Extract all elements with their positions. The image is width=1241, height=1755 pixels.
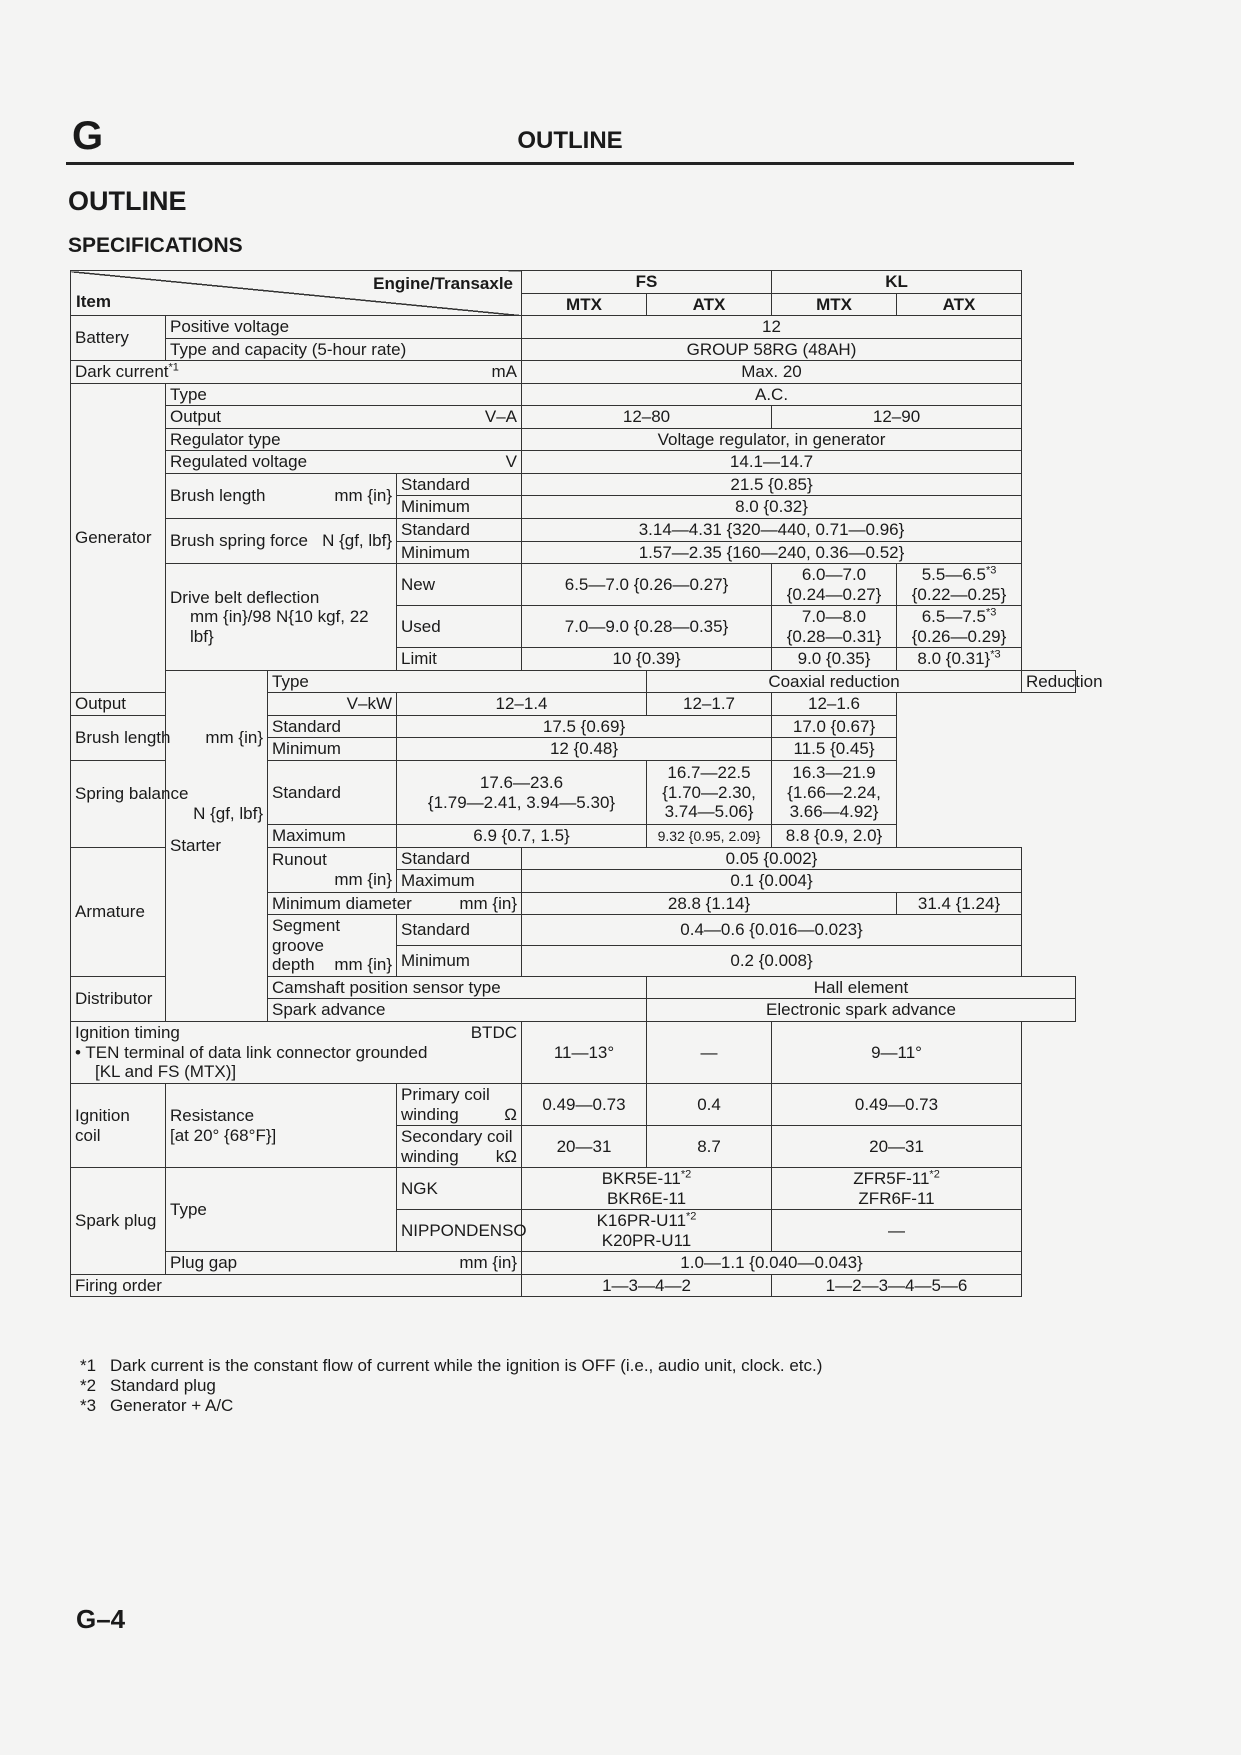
spark-plug-type-label: Type bbox=[166, 1168, 397, 1252]
regulated-voltage-label: Regulated voltage bbox=[170, 452, 308, 472]
primary-coil-line1: Primary coil bbox=[401, 1084, 490, 1104]
spring-minimum-label: Minimum bbox=[397, 541, 522, 564]
spring-balance-kla-line3: 3.66—4.92} bbox=[789, 802, 879, 822]
spring-balance-fs-line2: {1.79—2.41, 3.94—5.30} bbox=[427, 792, 616, 812]
gen-type-value: A.C. bbox=[522, 383, 1022, 406]
groove-standard-label: Standard bbox=[397, 915, 522, 946]
footnote-3 bbox=[80, 1396, 822, 1416]
primary-fs-atx: 0.4 bbox=[647, 1083, 772, 1125]
segment-groove-depth: depth bbox=[272, 955, 315, 975]
spring-balance-kla-line2: {1.66—2.24, bbox=[787, 782, 881, 802]
segment-groove-unit: mm {in} bbox=[334, 955, 392, 975]
table-row bbox=[71, 1274, 1076, 1297]
sub-title: SPECIFICATIONS bbox=[68, 234, 243, 257]
st-brush-standard-kl-atx: 17.0 {0.67} bbox=[772, 715, 897, 738]
footnote-mark: *1 bbox=[80, 1356, 97, 1375]
belt-new-kl-mtx-line2: {0.24—0.27} bbox=[786, 584, 882, 604]
spring-balance-klm-line3: 3.74—5.06} bbox=[664, 802, 754, 822]
ngk-kl-line1: ZFR5F-11 bbox=[853, 1169, 930, 1189]
header-kl: KL bbox=[772, 271, 1022, 294]
table-row bbox=[71, 715, 1076, 738]
st-brush-standard-label: Standard bbox=[268, 715, 397, 738]
spring-balance-standard-kl-mtx bbox=[647, 761, 772, 825]
timing-fs-atx: — bbox=[647, 1021, 772, 1083]
ignition-timing-unit: BTDC bbox=[470, 1023, 517, 1043]
gen-brush-standard-value: 21.5 {0.85} bbox=[522, 473, 1022, 496]
belt-new-kl-atx bbox=[897, 564, 1022, 606]
primary-coil-line2: winding bbox=[401, 1104, 459, 1124]
footnote-ref-3: *3 bbox=[990, 648, 1001, 661]
primary-kl: 0.49—0.73 bbox=[772, 1083, 1022, 1125]
gen-output-fs: 12–80 bbox=[522, 406, 772, 429]
nippondenso-fs bbox=[522, 1210, 772, 1252]
ignition-coil-line2: coil bbox=[75, 1125, 101, 1145]
secondary-fs-atx: 8.7 bbox=[647, 1126, 772, 1168]
st-output-label: Output bbox=[75, 694, 127, 714]
ngk-fs bbox=[522, 1168, 772, 1210]
positive-voltage-label: Positive voltage bbox=[166, 316, 522, 339]
segment-groove-cell bbox=[268, 915, 397, 977]
primary-fs-mtx: 0.49—0.73 bbox=[522, 1083, 647, 1125]
spark-advance-label: Spark advance bbox=[268, 999, 647, 1022]
regulated-voltage-unit: V bbox=[505, 452, 517, 472]
belt-used-kl-mtx-line2: {0.28—0.31} bbox=[786, 626, 882, 646]
spring-balance-standard-fs bbox=[397, 761, 647, 825]
distributor-label: Distributor bbox=[71, 976, 166, 1021]
generator-label: Generator bbox=[71, 383, 166, 693]
gen-brush-length-label: Brush length bbox=[170, 486, 266, 506]
nippondenso-label: NIPPONDENSO bbox=[397, 1210, 522, 1252]
type-capacity-value: GROUP 58RG (48AH) bbox=[522, 338, 1022, 361]
nippondenso-fs-line2: K20PR-U11 bbox=[601, 1230, 692, 1250]
segment-groove-label: Segment groove bbox=[272, 916, 341, 955]
belt-used-kl-mtx-line1: 7.0—8.0 bbox=[801, 607, 867, 627]
table-row bbox=[71, 473, 1076, 496]
table-row bbox=[71, 383, 1076, 406]
belt-limit-fs: 10 {0.39} bbox=[522, 648, 772, 671]
type-capacity-label: Type and capacity (5-hour rate) bbox=[166, 338, 522, 361]
belt-used-kl-mtx bbox=[772, 606, 897, 648]
spring-minimum-value: 1.57—2.35 {160—240, 0.36—0.52} bbox=[522, 541, 1022, 564]
table-row bbox=[71, 1083, 1076, 1125]
min-diameter-value: 28.8 {1.14} bbox=[522, 892, 897, 915]
plug-gap-cell bbox=[166, 1252, 522, 1275]
st-output-kl-mtx: 12–1.7 bbox=[647, 693, 772, 716]
belt-used-kl-atx bbox=[897, 606, 1022, 648]
regulator-type-value: Voltage regulator, in generator bbox=[522, 428, 1022, 451]
dark-current-label: Dark current bbox=[75, 362, 169, 382]
belt-limit-kl-atx-value: 8.0 {0.31} bbox=[917, 649, 991, 669]
min-diameter-kl-atx: 31.4 {1.24} bbox=[897, 892, 1022, 915]
resistance-cell bbox=[166, 1083, 397, 1167]
secondary-fs-mtx: 20—31 bbox=[522, 1126, 647, 1168]
belt-new-kl-atx-line2: {0.22—0.25} bbox=[911, 584, 1007, 604]
plug-gap-label: Plug gap bbox=[170, 1253, 238, 1273]
secondary-coil-unit: kΩ bbox=[495, 1146, 517, 1166]
page-number: G–4 bbox=[76, 1604, 126, 1634]
groove-standard-value: 0.4—0.6 {0.016—0.023} bbox=[522, 915, 1022, 946]
ten-terminal-note: • TEN terminal of data link connector grounded bbox=[75, 1042, 428, 1062]
secondary-coil-cell bbox=[397, 1126, 522, 1168]
st-brush-length-label: Brush length bbox=[75, 728, 171, 748]
belt-new-kl-mtx bbox=[772, 564, 897, 606]
footnote-ref-2: *2 bbox=[686, 1210, 697, 1223]
belt-new-kl-atx-line1: 5.5—6.5 bbox=[921, 565, 986, 585]
table-row bbox=[71, 316, 1076, 339]
gen-output-kl: 12–90 bbox=[772, 406, 1022, 429]
firing-order-label: Firing order bbox=[71, 1274, 522, 1297]
regulated-voltage-value: 14.1—14.7 bbox=[522, 451, 1022, 474]
spring-balance-unit: N {gf, lbf} bbox=[193, 803, 263, 823]
brush-spring-force-label: Brush spring force bbox=[170, 531, 308, 551]
spring-balance-max-kl-atx: 8.8 {0.9, 2.0} bbox=[772, 825, 897, 848]
runout-maximum-label: Maximum bbox=[397, 870, 522, 893]
table-row bbox=[71, 406, 1076, 429]
header-engine-transaxle: Engine/Transaxle bbox=[373, 274, 513, 293]
gen-output-unit: V–A bbox=[484, 407, 517, 427]
ngk-fs-line2: BKR6E-11 bbox=[606, 1188, 687, 1208]
table-row bbox=[71, 451, 1076, 474]
ignition-coil-line1: Ignition bbox=[75, 1106, 130, 1125]
camshaft-sensor-value: Hall element bbox=[647, 976, 1076, 999]
footnote-ref-2: *2 bbox=[929, 1168, 940, 1181]
header-item: Item bbox=[76, 291, 111, 311]
runout-label: Runout bbox=[272, 850, 327, 870]
belt-new-fs: 6.5—7.0 {0.26—0.27} bbox=[522, 564, 772, 606]
belt-new-kl-mtx-line1: 6.0—7.0 bbox=[801, 565, 867, 585]
footnote-2 bbox=[80, 1376, 822, 1396]
main-title: OUTLINE bbox=[68, 186, 187, 216]
belt-used-label: Used bbox=[397, 606, 522, 648]
section-letter: G bbox=[72, 114, 103, 158]
dark-current-unit: mA bbox=[491, 362, 517, 382]
spring-balance-fs-line1: 17.6—23.6 bbox=[479, 772, 564, 792]
footnote-mark: *3 bbox=[80, 1396, 97, 1415]
spring-standard-label: Standard bbox=[397, 519, 522, 542]
gen-brush-length-unit: mm {in} bbox=[334, 486, 392, 506]
drive-belt-label: Drive belt deflection bbox=[170, 587, 320, 607]
gen-brush-length-cell bbox=[166, 473, 397, 518]
st-type-value: Coaxial reduction bbox=[647, 670, 1022, 693]
runout-unit: mm {in} bbox=[334, 869, 392, 889]
gen-brush-minimum-label: Minimum bbox=[397, 496, 522, 519]
header-kl-mtx: MTX bbox=[772, 293, 897, 316]
runout-standard-value: 0.05 {0.002} bbox=[522, 847, 1022, 870]
regulator-type-label: Regulator type bbox=[166, 428, 522, 451]
table-row bbox=[71, 428, 1076, 451]
spring-balance-max-fs: 6.9 {0.7, 1.5} bbox=[397, 825, 647, 848]
dark-current-cell bbox=[71, 361, 522, 384]
footnote-text: Standard plug bbox=[110, 1376, 216, 1395]
table-row bbox=[71, 338, 1076, 361]
spring-balance-max-kl-mtx: 9.32 {0.95, 2.09} bbox=[647, 825, 772, 848]
firing-order-fs: 1—3—4—2 bbox=[522, 1274, 772, 1297]
table-row bbox=[71, 1252, 1076, 1275]
belt-used-kl-atx-line1: 6.5—7.5 bbox=[921, 607, 986, 627]
header-title: OUTLINE bbox=[517, 127, 623, 154]
table-row bbox=[71, 761, 1076, 825]
brush-spring-force-cell bbox=[166, 519, 397, 564]
min-diameter-unit: mm {in} bbox=[459, 893, 517, 913]
spring-balance-cell bbox=[71, 761, 268, 848]
st-brush-minimum-value: 12 {0.48} bbox=[397, 738, 772, 761]
st-brush-standard-value: 17.5 {0.69} bbox=[397, 715, 772, 738]
drive-belt-unit: mm {in}/98 N{10 kgf, 22 lbf} bbox=[190, 607, 369, 646]
gen-brush-standard-label: Standard bbox=[397, 473, 522, 496]
ngk-kl-line2: ZFR6F-11 bbox=[858, 1188, 935, 1208]
resistance-condition: [at 20° {68°F}] bbox=[170, 1125, 277, 1145]
ngk-kl bbox=[772, 1168, 1022, 1210]
brush-spring-force-unit: N {gf, lbf} bbox=[322, 531, 392, 551]
min-diameter-label: Minimum diameter bbox=[272, 893, 412, 913]
table-row bbox=[71, 1168, 1076, 1210]
ngk-label: NGK bbox=[397, 1168, 522, 1210]
footnote-1 bbox=[80, 1356, 822, 1376]
header-fs-atx: ATX bbox=[647, 293, 772, 316]
table-row bbox=[71, 1021, 1076, 1083]
spring-balance-standard-kl-atx bbox=[772, 761, 897, 825]
belt-used-fs: 7.0—9.0 {0.28—0.35} bbox=[522, 606, 772, 648]
nippondenso-kl: — bbox=[772, 1210, 1022, 1252]
footnote-ref-3: *3 bbox=[985, 606, 997, 619]
runout-cell bbox=[268, 847, 397, 892]
timing-fs-mtx: 11—13° bbox=[522, 1021, 647, 1083]
ngk-fs-line1: BKR5E-11 bbox=[601, 1169, 681, 1189]
regulated-voltage-cell bbox=[166, 451, 522, 474]
table-row bbox=[71, 670, 1076, 693]
camshaft-sensor-label: Camshaft position sensor type bbox=[268, 976, 647, 999]
footnote-ref-3: *3 bbox=[985, 564, 997, 577]
runout-maximum-value: 0.1 {0.004} bbox=[522, 870, 1022, 893]
gen-output-label: Output bbox=[170, 407, 222, 427]
spring-balance-klm-line1: 16.7—22.5 bbox=[667, 763, 751, 783]
drive-belt-cell bbox=[166, 564, 397, 671]
table-row bbox=[71, 564, 1076, 606]
table-row bbox=[71, 519, 1076, 542]
st-output-kl-atx: 12–1.6 bbox=[772, 693, 897, 716]
footnote-mark: *2 bbox=[80, 1376, 97, 1395]
primary-coil-cell bbox=[397, 1083, 522, 1125]
spring-balance-maximum-label: Maximum bbox=[268, 825, 397, 848]
primary-coil-unit: Ω bbox=[504, 1104, 517, 1124]
kl-fs-mtx-note: [KL and FS (MTX)] bbox=[95, 1062, 237, 1082]
page-header bbox=[66, 114, 1074, 164]
spring-standard-value: 3.14—4.31 {320—440, 0.71—0.96} bbox=[522, 519, 1022, 542]
header-diagonal-cell bbox=[71, 271, 522, 316]
firing-order-kl: 1—2—3—4—5—6 bbox=[772, 1274, 1022, 1297]
gen-output-cell bbox=[166, 406, 522, 429]
st-brush-minimum-kl-atx: 11.5 {0.45} bbox=[772, 738, 897, 761]
st-type-label: Type bbox=[268, 670, 647, 693]
belt-limit-kl-atx bbox=[897, 648, 1022, 671]
ignition-timing-cell bbox=[71, 1021, 522, 1083]
header-fs: FS bbox=[522, 271, 772, 294]
secondary-coil-line1: Secondary coil bbox=[401, 1127, 513, 1147]
st-output-unit: V–kW bbox=[346, 694, 392, 714]
plug-gap-value: 1.0—1.1 {0.040—0.043} bbox=[522, 1252, 1022, 1275]
gen-brush-minimum-value: 8.0 {0.32} bbox=[522, 496, 1022, 519]
st-type-kl-atx: Reduction bbox=[1022, 670, 1076, 693]
positive-voltage-value: 12 bbox=[522, 316, 1022, 339]
secondary-kl: 20—31 bbox=[772, 1126, 1022, 1168]
footnote-text: Generator + A/C bbox=[110, 1396, 234, 1415]
runout-standard-label: Standard bbox=[397, 847, 522, 870]
header-rule bbox=[66, 162, 1074, 165]
st-brush-minimum-label: Minimum bbox=[268, 738, 397, 761]
battery-label: Battery bbox=[71, 316, 166, 361]
header-fs-mtx: MTX bbox=[522, 293, 647, 316]
groove-minimum-value: 0.2 {0.008} bbox=[522, 946, 1022, 977]
st-output-fs: 12–1.4 bbox=[397, 693, 647, 716]
st-brush-length-unit: mm {in} bbox=[205, 728, 263, 748]
footnote-ref-2: *2 bbox=[680, 1168, 692, 1181]
dark-current-value: Max. 20 bbox=[522, 361, 1022, 384]
starter-label: Starter bbox=[166, 670, 268, 1021]
spark-advance-value: Electronic spark advance bbox=[647, 999, 1076, 1022]
resistance-label: Resistance bbox=[170, 1106, 255, 1125]
specifications-table bbox=[70, 270, 1103, 1297]
nippondenso-fs-line1: K16PR-U11 bbox=[596, 1211, 687, 1231]
header-kl-atx: ATX bbox=[897, 293, 1022, 316]
table-header-row bbox=[71, 271, 1076, 294]
footnote-ref-1: *1 bbox=[168, 361, 179, 374]
gen-type-label: Type bbox=[166, 383, 522, 406]
table-row bbox=[71, 693, 1076, 716]
st-brush-length-cell bbox=[71, 715, 268, 760]
plug-gap-unit: mm {in} bbox=[459, 1253, 517, 1273]
st-output-cell bbox=[71, 693, 397, 716]
groove-minimum-label: Minimum bbox=[397, 946, 522, 977]
belt-new-label: New bbox=[397, 564, 522, 606]
secondary-coil-line2: winding bbox=[401, 1146, 459, 1166]
belt-limit-kl-mtx: 9.0 {0.35} bbox=[772, 648, 897, 671]
ignition-timing-label: Ignition timing bbox=[75, 1023, 180, 1043]
belt-used-kl-atx-line2: {0.26—0.29} bbox=[911, 626, 1007, 646]
armature-label: Armature bbox=[71, 847, 166, 976]
timing-kl: 9—11° bbox=[772, 1021, 1022, 1083]
ignition-coil-label bbox=[71, 1083, 166, 1167]
min-diameter-cell bbox=[268, 892, 522, 915]
footnote-text: Dark current is the constant flow of current while the ignition is OFF (i.e., audio unit, clock. etc.) bbox=[110, 1356, 823, 1375]
footnotes bbox=[80, 1356, 822, 1416]
table-row bbox=[71, 361, 1076, 384]
belt-limit-label: Limit bbox=[397, 648, 522, 671]
spring-balance-standard-label: Standard bbox=[268, 761, 397, 825]
spring-balance-label: Spring balance bbox=[75, 784, 189, 804]
spring-balance-kla-line1: 16.3—21.9 bbox=[792, 763, 876, 783]
spark-plug-label: Spark plug bbox=[71, 1168, 166, 1275]
spring-balance-klm-line2: {1.70—2.30, bbox=[662, 782, 756, 802]
